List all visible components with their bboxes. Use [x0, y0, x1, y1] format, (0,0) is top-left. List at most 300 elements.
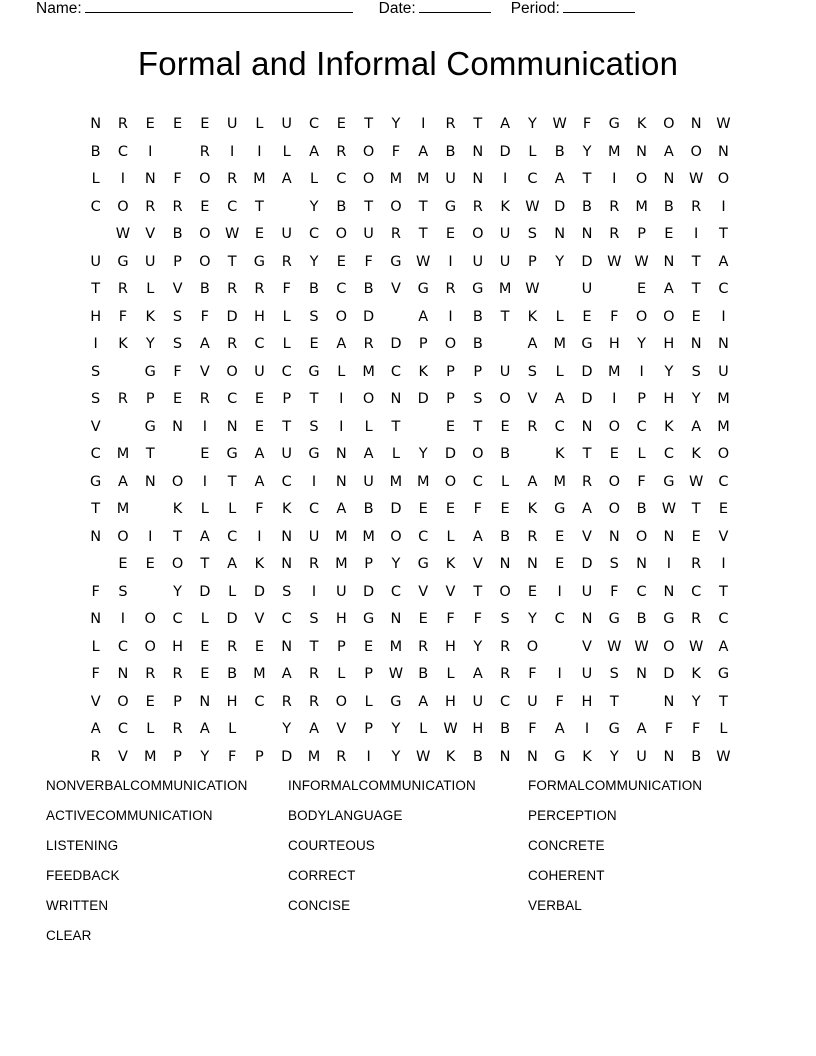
grid-cell[interactable]: A — [500, 116, 511, 132]
grid-cell[interactable]: H — [445, 638, 456, 655]
grid-cell[interactable]: L — [419, 721, 428, 737]
grid-cell-empty[interactable] — [628, 689, 655, 717]
grid-cell[interactable]: A — [472, 666, 483, 682]
grid-cell[interactable]: L — [446, 666, 455, 682]
grid-cell[interactable]: W — [416, 748, 431, 765]
grid-cell[interactable]: O — [499, 583, 511, 600]
grid-cell[interactable]: G — [362, 611, 375, 627]
grid-cell[interactable]: M — [389, 473, 403, 490]
grid-cell[interactable]: S — [527, 226, 537, 242]
grid-cell[interactable]: A — [336, 336, 347, 352]
grid-cell[interactable]: I — [148, 528, 153, 545]
grid-cell[interactable]: T — [473, 116, 483, 132]
grid-cell[interactable]: Y — [391, 721, 401, 737]
grid-cell[interactable]: T — [364, 116, 374, 132]
grid-cell[interactable]: U — [581, 281, 593, 297]
grid-cell[interactable]: B — [691, 748, 702, 765]
grid-cell[interactable]: O — [144, 638, 156, 655]
grid-cell[interactable]: G — [554, 748, 566, 765]
grid-cell[interactable]: F — [91, 583, 100, 600]
grid-cell[interactable]: P — [446, 391, 455, 407]
word-list-item[interactable]: COURTEOUS — [288, 838, 375, 853]
grid-cell[interactable]: O — [171, 556, 184, 572]
grid-cell[interactable]: S — [282, 583, 292, 600]
grid-cell[interactable]: N — [663, 693, 675, 710]
grid-cell[interactable]: O — [472, 226, 484, 242]
grid-cell[interactable]: M — [362, 363, 375, 380]
grid-cell[interactable]: C — [554, 418, 565, 435]
grid-cell[interactable]: R — [117, 281, 128, 297]
grid-cell[interactable]: O — [335, 308, 348, 325]
grid-cell[interactable]: F — [528, 721, 537, 737]
grid-cell[interactable]: M — [416, 473, 430, 490]
grid-cell[interactable]: M — [143, 748, 157, 765]
grid-cell[interactable]: T — [609, 693, 619, 710]
grid-cell[interactable]: T — [173, 528, 182, 545]
grid-cell[interactable]: E — [691, 308, 701, 325]
grid-cell[interactable]: U — [445, 171, 456, 187]
grid-cell[interactable]: I — [448, 253, 453, 270]
grid-cell[interactable]: A — [718, 638, 729, 655]
grid-cell[interactable]: L — [91, 171, 100, 187]
grid-cell[interactable]: E — [418, 501, 428, 517]
grid-cell[interactable]: A — [281, 171, 292, 187]
grid-cell[interactable]: G — [308, 363, 320, 380]
grid-cell[interactable]: R — [254, 281, 265, 297]
grid-cell[interactable]: P — [418, 336, 428, 352]
grid-cell[interactable]: E — [527, 583, 537, 600]
grid-cell[interactable]: L — [364, 693, 373, 710]
grid-cell[interactable]: U — [472, 693, 484, 710]
grid-cell[interactable]: F — [582, 116, 592, 132]
grid-cell[interactable]: U — [636, 748, 647, 765]
grid-cell[interactable]: M — [116, 446, 130, 462]
grid-cell[interactable]: E — [336, 116, 346, 132]
grid-cell[interactable]: L — [200, 611, 209, 627]
grid-cell[interactable]: O — [390, 528, 402, 545]
grid-cell[interactable]: P — [336, 638, 346, 655]
grid-cell[interactable]: T — [500, 308, 510, 325]
grid-cell[interactable]: C — [281, 363, 292, 380]
grid-cell[interactable]: T — [282, 418, 292, 435]
grid-cell[interactable]: V — [472, 556, 483, 572]
grid-cell-empty[interactable] — [601, 276, 628, 304]
grid-cell[interactable]: R — [281, 693, 292, 710]
grid-cell[interactable]: G — [444, 198, 457, 215]
grid-cell-empty[interactable] — [410, 414, 437, 442]
grid-cell[interactable]: W — [689, 171, 704, 187]
grid-cell[interactable]: N — [581, 418, 593, 435]
grid-cell[interactable]: I — [311, 583, 317, 600]
grid-cell[interactable]: Y — [582, 143, 592, 160]
grid-cell[interactable]: R — [199, 143, 210, 160]
word-search-grid[interactable] — [82, 111, 737, 771]
grid-cell[interactable]: U — [90, 253, 101, 270]
grid-cell[interactable]: A — [554, 721, 565, 737]
grid-cell[interactable]: I — [502, 171, 508, 187]
grid-cell[interactable]: C — [500, 693, 511, 710]
grid-cell[interactable]: D — [499, 143, 511, 160]
grid-cell[interactable]: K — [691, 666, 701, 682]
grid-cell[interactable]: N — [636, 556, 648, 572]
grid-cell[interactable]: O — [444, 336, 457, 352]
grid-cell[interactable]: U — [336, 583, 347, 600]
grid-cell[interactable]: I — [120, 611, 126, 627]
grid-cell[interactable]: N — [472, 171, 484, 187]
grid-cell[interactable]: R — [472, 198, 483, 215]
grid-cell[interactable]: E — [172, 391, 183, 407]
grid-cell[interactable]: P — [364, 666, 373, 682]
grid-cell[interactable]: B — [500, 446, 511, 462]
grid-cell[interactable]: A — [554, 391, 565, 407]
grid-cell-empty[interactable] — [519, 441, 546, 469]
grid-cell[interactable]: H — [581, 693, 593, 710]
grid-cell[interactable]: B — [309, 281, 319, 297]
grid-cell[interactable]: L — [337, 363, 346, 380]
grid-cell[interactable]: S — [118, 583, 128, 600]
grid-cell[interactable]: A — [117, 473, 128, 490]
grid-cell[interactable]: M — [717, 391, 730, 407]
grid-cell[interactable]: O — [226, 363, 238, 380]
grid-cell[interactable]: G — [253, 253, 266, 270]
word-list-item[interactable]: PERCEPTION — [528, 808, 617, 823]
grid-cell[interactable]: N — [90, 116, 102, 132]
grid-cell[interactable]: E — [254, 638, 265, 655]
grid-cell[interactable]: A — [663, 143, 674, 160]
grid-cell[interactable]: F — [364, 253, 373, 270]
grid-cell[interactable]: D — [581, 253, 593, 270]
grid-cell[interactable]: A — [472, 528, 483, 545]
grid-cell[interactable]: T — [227, 253, 237, 270]
grid-cell[interactable]: O — [635, 308, 648, 325]
grid-cell[interactable]: B — [472, 748, 483, 765]
grid-cell[interactable]: I — [721, 198, 726, 215]
grid-cell[interactable]: P — [282, 391, 292, 407]
grid-cell[interactable]: E — [145, 116, 155, 132]
grid-cell[interactable]: V — [199, 363, 210, 380]
grid-cell[interactable]: Y — [609, 748, 619, 765]
grid-cell[interactable]: D — [554, 198, 566, 215]
grid-cell[interactable]: S — [473, 391, 483, 407]
grid-cell[interactable]: O — [635, 171, 648, 187]
date-write-line[interactable] — [419, 0, 491, 13]
grid-cell[interactable]: S — [609, 556, 619, 572]
grid-cell[interactable]: A — [199, 528, 210, 545]
grid-cell[interactable]: L — [146, 281, 155, 297]
grid-cell[interactable]: H — [90, 308, 102, 325]
grid-cell[interactable]: T — [691, 253, 701, 270]
grid-cell[interactable]: Y — [691, 391, 701, 407]
word-list-item[interactable]: INFORMALCOMMUNICATION — [288, 778, 476, 793]
grid-cell[interactable]: N — [226, 418, 238, 435]
grid-cell[interactable]: W — [443, 721, 458, 737]
grid-cell[interactable]: L — [200, 501, 209, 517]
grid-cell[interactable]: R — [581, 473, 593, 490]
grid-cell[interactable]: G — [390, 253, 402, 270]
grid-cell[interactable]: L — [555, 363, 564, 380]
word-list-item[interactable]: NONVERBALCOMMUNICATION — [46, 778, 248, 793]
grid-cell[interactable]: F — [200, 308, 209, 325]
grid-cell[interactable]: I — [229, 143, 235, 160]
grid-cell[interactable]: L — [91, 638, 100, 655]
grid-cell[interactable]: O — [199, 226, 211, 242]
grid-cell[interactable]: D — [663, 666, 675, 682]
grid-cell[interactable]: F — [173, 363, 182, 380]
grid-cell[interactable]: V — [117, 748, 128, 765]
grid-cell[interactable]: O — [199, 171, 211, 187]
grid-cell[interactable]: Y — [282, 721, 292, 737]
grid-cell[interactable]: K — [254, 556, 265, 572]
grid-cell[interactable]: H — [608, 336, 620, 352]
grid-cell[interactable]: O — [390, 198, 402, 215]
grid-cell[interactable]: W — [224, 226, 240, 242]
grid-cell[interactable]: A — [663, 281, 674, 297]
grid-cell[interactable]: O — [117, 198, 129, 215]
grid-cell[interactable]: P — [145, 391, 155, 407]
grid-cell[interactable]: E — [254, 418, 265, 435]
grid-cell[interactable]: R — [691, 611, 702, 627]
grid-cell[interactable]: R — [281, 253, 292, 270]
grid-cell[interactable]: D — [390, 336, 402, 352]
grid-cell[interactable]: T — [255, 198, 264, 215]
grid-cell[interactable]: H — [445, 693, 456, 710]
grid-cell[interactable]: O — [335, 226, 348, 242]
grid-cell[interactable]: U — [281, 116, 293, 132]
grid-cell[interactable]: K — [664, 418, 674, 435]
grid-cell[interactable]: T — [719, 693, 728, 710]
grid-cell[interactable]: V — [390, 281, 401, 297]
grid-cell[interactable]: N — [526, 556, 538, 572]
grid-cell[interactable]: E — [200, 116, 210, 132]
grid-cell[interactable]: E — [118, 556, 128, 572]
grid-cell[interactable]: B — [472, 308, 483, 325]
grid-cell[interactable]: M — [116, 501, 130, 517]
grid-cell[interactable]: D — [417, 391, 429, 407]
grid-cell[interactable]: G — [663, 473, 675, 490]
grid-cell[interactable]: D — [253, 583, 266, 600]
grid-cell[interactable]: O — [526, 638, 539, 655]
grid-cell[interactable]: G — [390, 693, 402, 710]
grid-cell[interactable]: G — [581, 336, 593, 352]
grid-cell[interactable]: E — [200, 638, 210, 655]
grid-cell[interactable]: P — [173, 748, 182, 765]
grid-cell[interactable]: E — [309, 336, 319, 352]
grid-cell[interactable]: D — [363, 583, 375, 600]
grid-cell[interactable]: A — [281, 666, 292, 682]
grid-cell[interactable]: O — [117, 693, 129, 710]
grid-cell[interactable]: N — [390, 611, 402, 627]
grid-cell[interactable]: K — [118, 336, 128, 352]
grid-cell[interactable]: F — [692, 721, 701, 737]
grid-cell[interactable]: A — [227, 556, 238, 572]
grid-cell[interactable]: U — [363, 226, 374, 242]
grid-cell[interactable]: Y — [473, 638, 483, 655]
grid-cell[interactable]: U — [254, 363, 265, 380]
grid-cell[interactable]: E — [200, 666, 210, 682]
grid-cell[interactable]: Y — [173, 583, 182, 600]
grid-cell[interactable]: H — [172, 638, 183, 655]
grid-cell[interactable]: R — [172, 721, 183, 737]
grid-cell[interactable]: N — [335, 473, 347, 490]
grid-cell[interactable]: S — [527, 363, 537, 380]
grid-cell[interactable]: U — [499, 253, 511, 270]
grid-cell[interactable]: R — [527, 418, 538, 435]
grid-cell[interactable]: S — [91, 363, 101, 380]
grid-cell[interactable]: C — [527, 171, 538, 187]
grid-cell[interactable]: F — [118, 308, 128, 325]
grid-cell[interactable]: S — [172, 308, 183, 325]
grid-cell[interactable]: C — [254, 336, 265, 352]
grid-cell[interactable]: A — [418, 693, 429, 710]
grid-cell[interactable]: C — [472, 473, 483, 490]
grid-cell[interactable]: D — [581, 391, 593, 407]
grid-cell[interactable]: Y — [555, 253, 565, 270]
grid-cell[interactable]: E — [609, 446, 619, 462]
grid-cell[interactable]: F — [282, 281, 291, 297]
grid-cell[interactable]: D — [226, 308, 238, 325]
grid-cell[interactable]: G — [663, 611, 675, 627]
grid-cell[interactable]: V — [582, 638, 592, 655]
grid-cell[interactable]: I — [557, 666, 562, 682]
grid-cell-empty[interactable] — [82, 221, 109, 249]
grid-cell-empty[interactable] — [246, 716, 273, 744]
grid-cell[interactable]: V — [418, 583, 429, 600]
grid-cell[interactable]: F — [255, 501, 264, 517]
grid-cell[interactable]: N — [718, 336, 729, 352]
grid-cell-empty[interactable] — [109, 414, 136, 442]
grid-cell[interactable]: M — [389, 638, 403, 655]
grid-cell[interactable]: B — [663, 198, 674, 215]
grid-cell[interactable]: O — [663, 116, 675, 132]
grid-cell[interactable]: E — [500, 501, 510, 517]
grid-cell[interactable]: E — [336, 253, 346, 270]
grid-cell[interactable]: D — [581, 363, 593, 380]
grid-cell[interactable]: A — [199, 336, 210, 352]
grid-cell[interactable]: P — [637, 391, 646, 407]
grid-cell[interactable]: F — [555, 693, 564, 710]
grid-cell[interactable]: C — [390, 583, 401, 600]
grid-cell[interactable]: W — [525, 198, 540, 215]
grid-cell[interactable]: F — [528, 666, 537, 682]
grid-cell[interactable]: K — [527, 308, 538, 325]
grid-cell[interactable]: A — [527, 473, 538, 490]
grid-cell[interactable]: B — [90, 143, 101, 160]
grid-cell[interactable]: R — [172, 666, 183, 682]
grid-cell[interactable]: O — [117, 528, 129, 545]
grid-cell[interactable]: F — [473, 501, 482, 517]
grid-cell[interactable]: V — [718, 528, 729, 545]
grid-cell[interactable]: N — [581, 226, 593, 242]
grid-cell[interactable]: E — [364, 638, 374, 655]
grid-cell[interactable]: O — [717, 446, 730, 462]
grid-cell[interactable]: W — [689, 473, 704, 490]
grid-cell[interactable]: L — [255, 116, 264, 132]
grid-cell[interactable]: F — [173, 171, 182, 187]
grid-cell[interactable]: L — [337, 666, 346, 682]
grid-cell[interactable]: R — [117, 391, 128, 407]
word-list-item[interactable]: CONCISE — [288, 898, 351, 913]
grid-cell[interactable]: W — [525, 281, 540, 297]
grid-cell[interactable]: Y — [200, 748, 210, 765]
grid-cell[interactable]: M — [253, 666, 266, 682]
grid-cell[interactable]: G — [417, 556, 429, 572]
word-list-item[interactable]: CONCRETE — [528, 838, 605, 853]
grid-cell[interactable]: N — [663, 528, 675, 545]
grid-cell[interactable]: T — [691, 501, 701, 517]
grid-cell[interactable]: A — [336, 501, 347, 517]
grid-cell[interactable]: K — [445, 556, 456, 572]
grid-cell[interactable]: T — [309, 638, 319, 655]
grid-cell[interactable]: V — [172, 281, 183, 297]
grid-cell[interactable]: M — [608, 143, 621, 160]
grid-cell[interactable]: M — [307, 748, 321, 765]
grid-cell[interactable]: C — [227, 391, 238, 407]
grid-cell[interactable]: P — [528, 253, 537, 270]
grid-cell[interactable]: G — [308, 446, 320, 462]
grid-cell[interactable]: V — [145, 226, 156, 242]
grid-cell[interactable]: R — [90, 748, 101, 765]
grid-cell[interactable]: U — [581, 666, 593, 682]
grid-cell[interactable]: F — [446, 611, 455, 627]
grid-cell[interactable]: G — [144, 363, 156, 380]
grid-cell[interactable]: T — [719, 583, 728, 600]
grid-cell[interactable]: E — [418, 611, 428, 627]
grid-cell[interactable]: O — [199, 253, 211, 270]
grid-cell[interactable]: I — [584, 721, 590, 737]
grid-cell[interactable]: D — [363, 308, 375, 325]
grid-cell[interactable]: R — [500, 638, 511, 655]
grid-cell[interactable]: W — [634, 638, 649, 655]
grid-cell[interactable]: A — [636, 721, 647, 737]
grid-cell[interactable]: E — [200, 446, 210, 462]
grid-cell[interactable]: F — [610, 308, 619, 325]
grid-cell[interactable]: M — [553, 473, 566, 490]
grid-cell[interactable]: C — [254, 693, 265, 710]
grid-cell[interactable]: Y — [418, 446, 428, 462]
grid-cell[interactable]: U — [581, 583, 593, 600]
grid-cell[interactable]: L — [637, 446, 646, 462]
grid-cell[interactable]: L — [719, 721, 728, 737]
grid-cell-empty[interactable] — [109, 359, 136, 387]
grid-cell[interactable]: N — [90, 611, 102, 627]
grid-cell[interactable]: B — [500, 721, 511, 737]
grid-cell[interactable]: S — [309, 611, 319, 627]
grid-cell[interactable]: K — [636, 116, 647, 132]
grid-cell[interactable]: E — [254, 391, 265, 407]
grid-cell[interactable]: N — [281, 638, 293, 655]
grid-cell[interactable]: R — [691, 198, 702, 215]
grid-cell[interactable]: G — [144, 418, 156, 435]
grid-cell[interactable]: C — [636, 583, 647, 600]
grid-cell[interactable]: M — [717, 418, 730, 435]
grid-cell[interactable]: O — [171, 473, 184, 490]
grid-cell[interactable]: W — [607, 638, 622, 655]
word-list-item[interactable]: WRITTEN — [46, 898, 109, 913]
grid-cell[interactable]: N — [90, 528, 102, 545]
grid-cell[interactable]: M — [498, 281, 512, 297]
grid-cell-empty[interactable] — [382, 304, 409, 332]
grid-cell[interactable]: I — [721, 556, 726, 572]
grid-cell[interactable]: R — [363, 336, 374, 352]
grid-cell[interactable]: A — [90, 721, 101, 737]
word-list-item[interactable]: FEEDBACK — [46, 868, 120, 883]
grid-cell[interactable]: Y — [309, 198, 319, 215]
grid-cell[interactable]: E — [145, 693, 155, 710]
grid-cell[interactable]: T — [227, 473, 237, 490]
grid-cell[interactable]: N — [663, 253, 675, 270]
grid-cell[interactable]: B — [445, 143, 456, 160]
grid-cell[interactable]: G — [472, 281, 484, 297]
